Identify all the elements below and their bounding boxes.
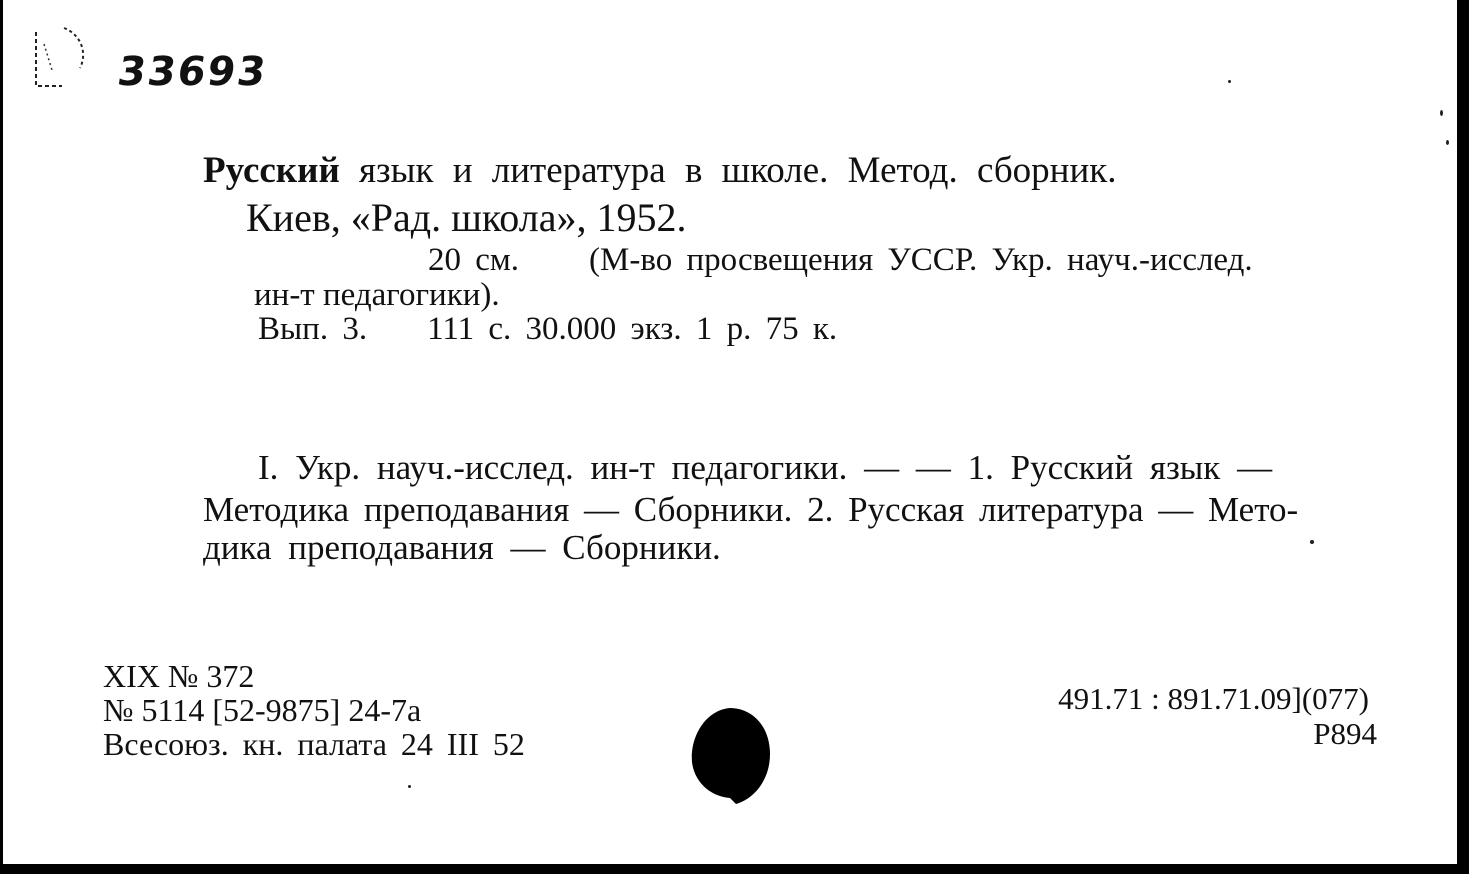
- collation-line: [428, 244, 1253, 277]
- card-top-edge: [0, 0, 1469, 6]
- speck: [1228, 80, 1231, 83]
- title-line: [203, 152, 1116, 189]
- card-left-border: [0, 0, 3, 874]
- pages-copies-price: 111 с. 30.000 экз. 1 р. 75 к.: [427, 311, 838, 347]
- imprint-line: Киев, «Рад. школа», 1952.: [246, 195, 687, 240]
- handwritten-accession-number: 33693: [114, 49, 271, 95]
- series-continuation: ин-т педагогики).: [254, 277, 500, 313]
- index-line: Всесоюз. кн. палата 24 III 52: [103, 726, 525, 762]
- issue-line: [258, 313, 837, 346]
- issue-text: Вып. 3.: [258, 311, 368, 347]
- index-line: XIX № 372: [103, 658, 255, 694]
- series-text: (М-во просвещения УССР. Укр. науч.-исслед.: [589, 242, 1253, 278]
- author-mark: Р894: [1313, 716, 1377, 751]
- title-text: язык и литература в школе. Метод. сборник.: [359, 150, 1117, 191]
- punch-hole: [690, 706, 772, 806]
- card-bottom-border: [0, 864, 1469, 874]
- speck: [1440, 110, 1443, 116]
- speck: [1446, 140, 1449, 145]
- tracing-line: I. Укр. науч.-исслед. ин-т педагогики. — — 1. Русский язык —: [258, 448, 1273, 487]
- speck: [1310, 540, 1314, 544]
- speck: [408, 785, 411, 788]
- index-line: № 5114 [52-9875] 24-7а: [103, 692, 422, 728]
- title-heading-word: Русский: [203, 150, 340, 191]
- classification-number: 491.71 : 891.71.09](077): [1058, 681, 1369, 716]
- tracing-line: дика преподавания — Сборники.: [203, 528, 721, 567]
- card-right-border: [1457, 0, 1469, 874]
- size-text: 20 см.: [428, 242, 520, 278]
- tracing-line: Методика преподавания — Сборники. 2. Русская литература — Мето-: [203, 490, 1299, 529]
- corner-stamp-mark: [22, 24, 92, 104]
